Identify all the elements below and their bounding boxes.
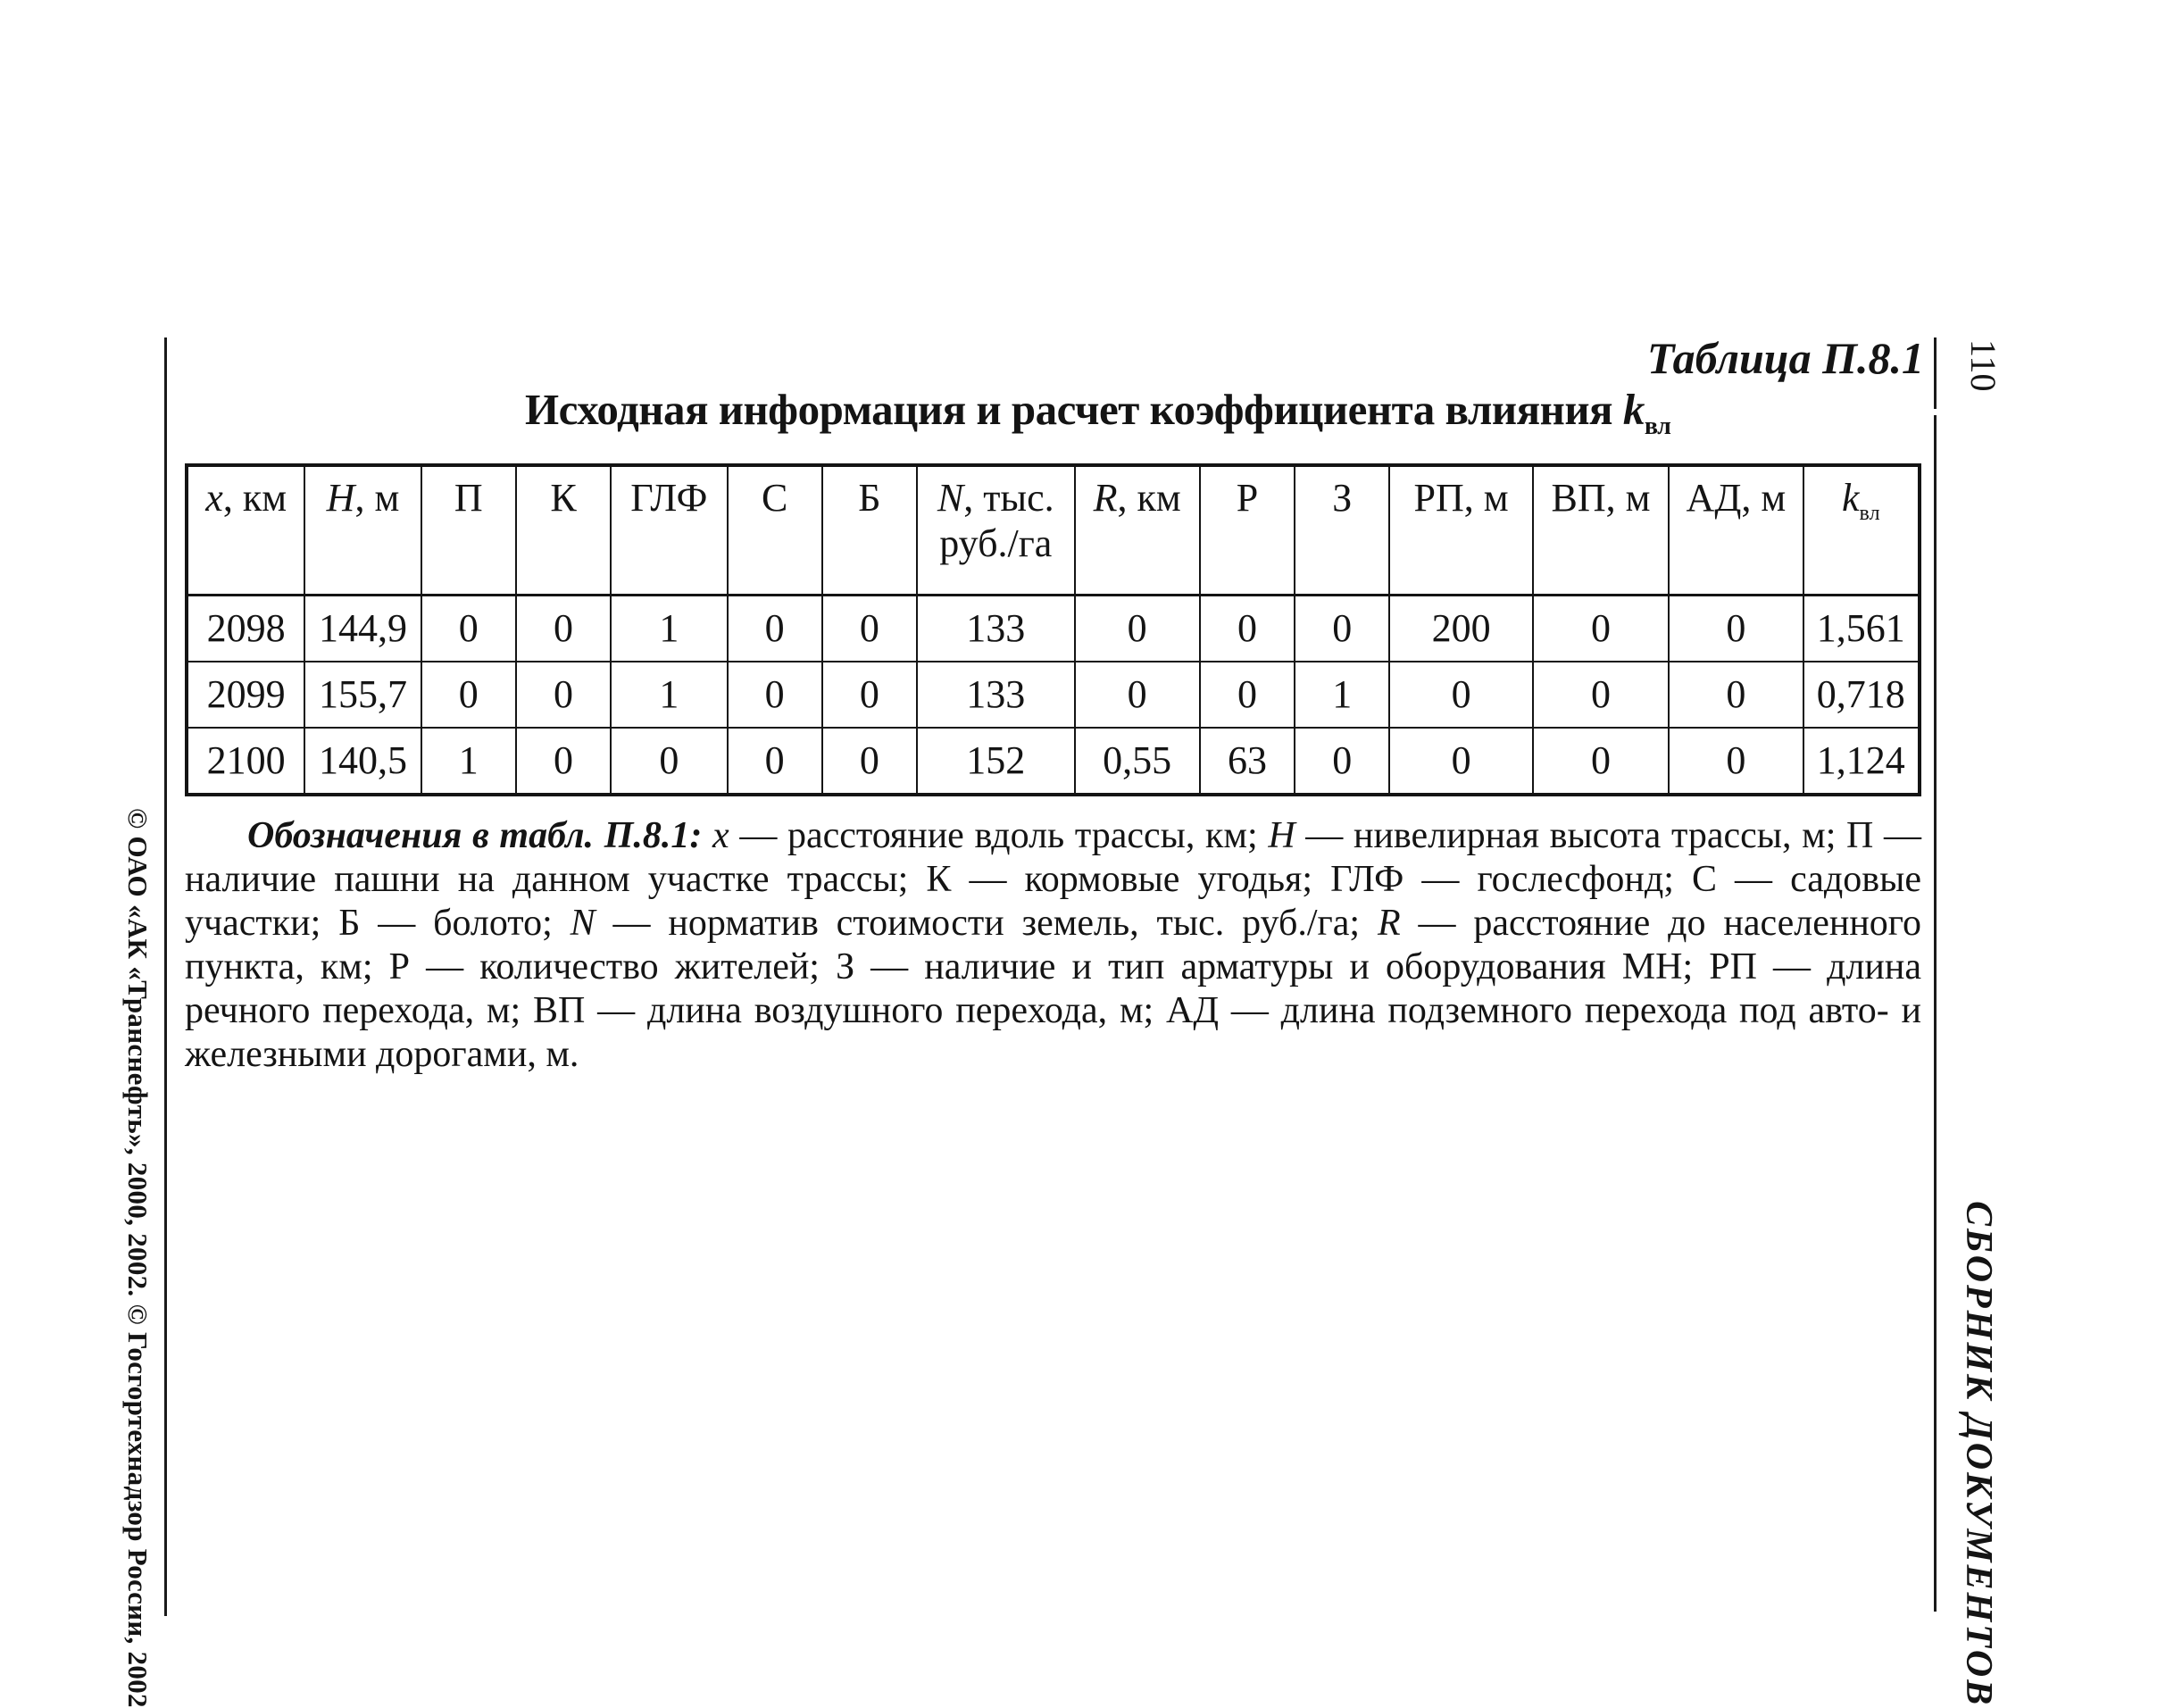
table-cell: 1,124 [1803,728,1920,795]
column-header [421,465,516,596]
table-cell: 0 [1200,662,1295,728]
column-label: , км [1117,476,1181,520]
column-symbol: k [1842,476,1860,520]
table-title-text: Исходная информация и расчет коэффициента влияния [525,385,1613,434]
table-cell: 0 [1389,662,1532,728]
column-label: , км [222,476,287,520]
column-label: Р [1236,476,1259,520]
legend-lead: Обозначения в табл. П.8.1: [247,815,703,856]
table-cell: 0 [1669,662,1803,728]
column-header [1389,465,1532,596]
column-label: П [454,476,483,520]
table-cell: 1 [611,662,727,728]
legend-symbol: x [712,815,729,856]
column-symbol: x [205,476,223,520]
table-cell: 63 [1200,728,1295,795]
table-cell: 0 [516,728,611,795]
column-symbol: R [1093,476,1118,520]
column-label: , м [354,476,400,520]
table-cell: 1 [421,728,516,795]
column-label: АД, м [1686,476,1787,520]
column-header [1075,465,1200,596]
column-header [1803,465,1920,596]
column-header [1533,465,1669,596]
column-label-line2: руб./га [939,521,1053,565]
table-row [187,596,1920,662]
column-header [304,465,421,596]
table-cell: 0,718 [1803,662,1920,728]
legend-text-part: — нивелирная высота трассы, м; П — наличие пашни на данном участке трассы; К — кормовые угодья; ГЛФ — гослесфонд; С — садовые участки; Б — болото; [185,815,1922,944]
table-cell: 0 [516,662,611,728]
table-cell: 2098 [187,596,304,662]
legend-symbol: N [570,903,596,944]
table-cell: 0 [728,728,822,795]
column-label: РП, м [1413,476,1509,520]
column-header [1200,465,1295,596]
table-cell: 0 [1200,596,1295,662]
column-label: З [1332,476,1353,520]
table-cell: 2099 [187,662,304,728]
table-cell: 0 [421,596,516,662]
table-cell: 0 [421,662,516,728]
table-cell: 155,7 [304,662,421,728]
table-cell: 0 [728,662,822,728]
table-cell: 0 [1533,728,1669,795]
table-cell: 152 [917,728,1074,795]
table-row [187,662,1920,728]
table-cell: 1,561 [1803,596,1920,662]
table-cell: 0 [1389,728,1532,795]
table-body [187,596,1920,796]
table-cell: 0 [1295,728,1389,795]
legend-symbol: R [1377,903,1401,944]
column-symbol: H [326,476,355,520]
table-cell: 1 [611,596,727,662]
table-header-row [187,465,1920,596]
table-cell: 0 [516,596,611,662]
right-margin-rule [1934,415,1937,1612]
table-cell: 140,5 [304,728,421,795]
column-label: ВП, м [1551,476,1651,520]
data-table [185,463,1921,796]
column-label: Б [858,476,881,520]
table-cell: 0 [822,662,917,728]
column-label: , тыс. [963,476,1054,520]
table-cell: 0 [1295,596,1389,662]
table-title-symbol: k [1622,385,1645,434]
column-header [1295,465,1389,596]
column-header [728,465,822,596]
right-margin-rule-top [1934,337,1937,409]
table-cell: 0 [1075,662,1200,728]
column-label: ГЛФ [630,476,708,520]
table-cell: 0 [728,596,822,662]
column-header [1669,465,1803,596]
legend-symbol: H [1268,815,1295,856]
column-label: С [761,476,788,520]
legend-text-part: — расстояние вдоль трассы, км; [729,815,1269,856]
table-cell: 200 [1389,596,1532,662]
table-cell: 0 [822,596,917,662]
table-cell: 0,55 [1075,728,1200,795]
table-cell: 0 [611,728,727,795]
column-header [516,465,611,596]
table-cell: 133 [917,662,1074,728]
column-header [611,465,727,596]
column-header [187,465,304,596]
table-caption: Таблица П.8.1 [1646,333,1924,383]
legend-text [185,814,1921,1077]
table-cell: 144,9 [304,596,421,662]
table-cell: 0 [1533,662,1669,728]
copyright-note: © ОАО «АК «Транснефть», 2000, 2002. © Госгортехнадзор России, 2002 [122,808,154,1708]
column-subscript: вл [1859,502,1880,525]
table-cell: 133 [917,596,1074,662]
table-cell: 2100 [187,728,304,795]
legend-text-part: — расстояние до населенного пункта, км; Р — количество жителей; З — наличие и тип арматуры и оборудования МН; РП — длина речного перехода, м; ВП — длина воздушного перехода, м; АД — длина подземного перехода под авто- и железными дорогами, м. [185,903,1921,1075]
column-header [822,465,917,596]
column-label: К [550,476,577,520]
table-cell: 1 [1295,662,1389,728]
table-title [525,384,1670,441]
column-header [917,465,1074,596]
table-row [187,728,1920,795]
left-margin-rule [164,337,167,1616]
table-cell: 0 [1075,596,1200,662]
table-cell: 0 [1669,728,1803,795]
running-head: СБОРНИК ДОКУМЕНТОВ [1958,1201,1999,1708]
page-number: 110 [1963,339,2003,392]
column-symbol: N [937,476,964,520]
table-title-symbol-sub: вл [1644,412,1671,440]
legend-text-part: — норматив стоимости земель, тыс. руб./га; [595,903,1378,944]
table-cell: 0 [822,728,917,795]
legend-paragraph [185,814,1921,1077]
table-cell: 0 [1533,596,1669,662]
table-cell: 0 [1669,596,1803,662]
